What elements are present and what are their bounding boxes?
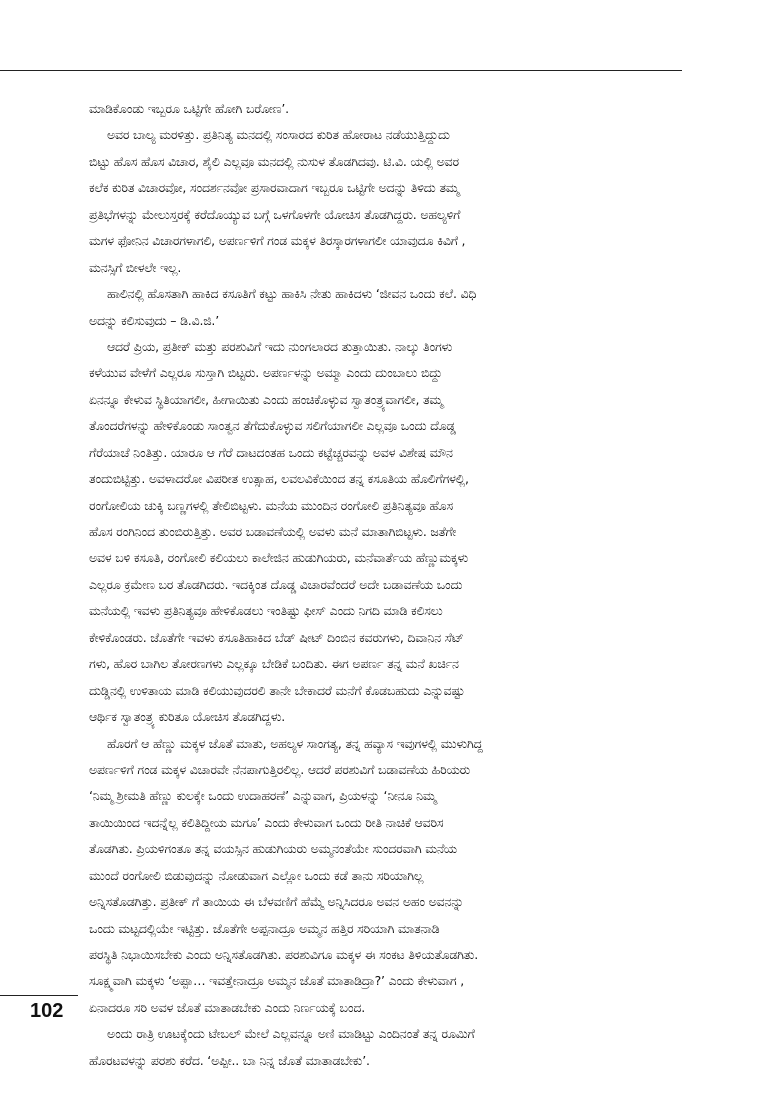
text-line: ಒಂದು ಮಟ್ಟದಲ್ಲಿಯೇ ಇಟ್ಟಿತ್ತು. ಜೊತೆಗೇ ಅಪ್ಪನಾದ್ರೂ ಅಮ್ಮನ ಹತ್ತಿರ ಸರಿಯಾಗಿ ಮಾತನಾಡಿ <box>89 920 440 936</box>
text-line: ರಂಗೋಲಿಯ ಚುಕ್ಕಿ ಬಣ್ಣಗಳಲ್ಲಿ ತೇಲಿಬಿಟ್ಟಳು. ಮನೆಯ ಮುಂದಿನ ರಂಗೋಲಿ ಪ್ರತಿನಿತ್ಯವೂ ಹೊಸ <box>89 497 453 513</box>
text-line: ಅನ್ನಿಸತೊಡಗಿತ್ತು. ಪ್ರತೀಕ್ ಗೆ ತಾಯಿಯ ಈ ಬೆಳವಣಿಗೆ ಹೆಮ್ಮೆ ಅನ್ನಿಸಿದರೂ ಅವನ ಅಹಂ ಅವನನ್ನು <box>89 894 464 910</box>
text-line: ಅಂದು ರಾತ್ರಿ ಊಟಕ್ಕೆಂದು ಟೇಬಲ್ ಮೇಲೆ ಎಲ್ಲವನ್ನೂ ಅಣಿ ಮಾಡಿಟ್ಟು ಎಂದಿನಂತೆ ತನ್ನ ರೂಮಿಗೆ <box>107 1026 475 1042</box>
page-number: 102 <box>30 1000 64 1022</box>
text-line: ಹೊರಗೆ ಆ ಹೆಣ್ಣು ಮಕ್ಕಳ ಜೊತೆ ಮಾತು, ಅಹಲ್ಯಳ ಸಾಂಗತ್ಯ, ತನ್ನ ಹವ್ಯಾಸ ಇವುಗಳಲ್ಲಿ ಮುಳುಗಿದ್ದ <box>107 735 483 751</box>
text-line: ಹೊಸ ರಂಗಿನಿಂದ ತುಂಬಿರುತ್ತಿತ್ತು. ಅವರ ಬಡಾವಣೆಯಲ್ಲಿ ಅವಳು ಮನೆ ಮಾತಾಗಿಬಿಟ್ಟಳು. ಜತೆಗೇ <box>89 524 457 539</box>
body-text <box>89 96 681 1074</box>
text-line: ಅದನ್ನು ಕಲಿಸುವುದು – ಡಿ.ವಿ.ಜಿ.’ <box>89 312 219 328</box>
text-line: ಅವರ ಬಾಲ್ಯ ಮರಳಿತ್ತು. ಪ್ರತಿನಿತ್ಯ ಮನದಲ್ಲಿ ಸಂಸಾರದ ಕುರಿತ ಹೋರಾಟ ನಡೆಯುತ್ತಿದ್ದುದು <box>107 127 450 143</box>
text-line: ಮಾಡಿಕೊಂಡು ಇಬ್ಬರೂ ಒಟ್ಟಿಗೇ ಹೋಗಿ ಬರೋಣ’. <box>89 101 289 116</box>
footer-rule <box>0 995 78 996</box>
text-line: ಮುಂದೆ ರಂಗೋಲಿ ಬಿಡುವುದನ್ನು ನೋಡುವಾಗ ಎಲ್ಲೋ ಒಂದು ಕಡೆ ತಾನು ಸರಿಯಾಗಿಲ್ಲ <box>89 867 424 883</box>
text-line: ಆರ್ಥಿಕ ಸ್ವಾತಂತ್ರ್ಯ ಕುರಿತೂ ಯೋಚಿಸ ತೊಡಗಿದ್ದಳು. <box>89 709 286 725</box>
text-line: ಮನೆಯಲ್ಲಿ ಇವಳು ಪ್ರತಿನಿತ್ಯವೂ ಹೇಳಿಕೊಡಲು ಇಂತಿಷ್ಟು ಫೀಸ್ ಎಂದು ನಿಗದಿ ಮಾಡಿ ಕಲಿಸಲು <box>89 603 443 619</box>
text-line: ಗಳು, ಹೊರ ಬಾಗಿಲ ತೋರಣಗಳು ಎಲ್ಲಕ್ಕೂ ಬೇಡಿಕೆ ಬಂದಿತು. ಈಗ ಅಪರ್ಣ ತನ್ನ ಮನೆ ಖರ್ಚಿನ <box>89 656 459 672</box>
text-line: ಪ್ರತಿಭೆಗಳನ್ನು ಮೇಲುಸ್ತರಕ್ಕೆ ಕರೆದೊಯ್ಯುವ ಬಗ್ಗೆ ಒಳಗೊಳಗೇ ಯೋಚಿಸ ತೊಡಗಿದ್ದರು. ಅಹಲ್ಯಳಿಗೆ <box>89 206 461 222</box>
text-line: ಏನನ್ನೂ ಕೇಳುವ ಸ್ಥಿತಿಯಾಗಲೀ, ಹೀಗಾಯಿತು ಎಂದು ಹಂಚಿಕೊಳ್ಳುವ ಸ್ವಾತಂತ್ರ್ಯವಾಗಲೀ, ತಮ್ಮ <box>89 391 443 407</box>
text-line: ಮನಸ್ಸಿಗೆ ಬೀಳಲೇ ಇಲ್ಲ. <box>89 259 182 275</box>
text-line: ತಂದುಬಿಟ್ಟಿತ್ತು. ಅವಳಾದರೋ ವಿಪರೀತ ಉತ್ಸಾಹ, ಲವಲವಿಕೆಯಿಂದ ತನ್ನ ಕಸೂತಿಯ ಹೊಲಿಗೆಗಳಲ್ಲಿ, <box>89 471 469 487</box>
text-line: ಅವಳ ಬಳಿ ಕಸೂತಿ, ರಂಗೋಲಿ ಕಲಿಯಲು ಕಾಲೇಜಿನ ಹುಡುಗಿಯರು, ಮನೆವಾರ್ತೆಯ ಹೆಣ್ಣುಮಕ್ಕಳು <box>89 550 469 566</box>
text-line: ಹೊರಟವಳನ್ನು ಪರಶು ಕರೆದ. ‘ಅಪ್ಪೀ.. ಬಾ ನಿನ್ನ ಜೊತೆ ಮಾತಾಡಬೇಕು’. <box>89 1052 370 1068</box>
text-line: ತೊಡಗಿತು. ಪ್ರಿಯಳಿಗಂತೂ ತನ್ನ ವಯಸ್ಸಿನ ಹುಡುಗಿಯರು ಅಮ್ಮನಂತೆಯೇ ಸುಂದರವಾಗಿ ಮನೆಯ <box>89 841 457 857</box>
text-line: ಮಗಳ ಫೋನಿನ ವಿಚಾರಗಳಾಗಲಿ, ಅಪರ್ಣಳಿಗೆ ಗಂಡ ಮಕ್ಕಳ ತಿರಸ್ಕಾರಗಳಾಗಲೀ ಯಾವುದೂ ಕಿವಿಗೆ , <box>89 233 466 249</box>
text-line: ಕಳೆಯುವ ವೇಳೆಗೆ ಎಲ್ಲರೂ ಸುಸ್ತಾಗಿ ಬಿಟ್ಟರು. ಅಪರ್ಣಳನ್ನು ಅಮ್ಮಾ ಎಂದು ದುಂಬಾಲು ಬಿದ್ದು <box>89 365 443 381</box>
text-line: ತೊಂದರೆಗಳನ್ನು ಹೇಳಿಕೊಂಡು ಸಾಂತ್ವನ ತೆಗೆದುಕೊಳ್ಳುವ ಸಲಿಗೆಯಾಗಲೀ ಎಲ್ಲವೂ ಒಂದು ದೊಡ್ಡ <box>89 418 456 434</box>
text-line: ಕೇಳಿಕೊಂಡರು. ಜೊತೆಗೇ ಇವಳು ಕಸೂತಿಹಾಕಿದ ಬೆಡ್ ಷೀಟ್ ದಿಂಬಿನ ಕವರುಗಳು, ದಿವಾನಿನ ಸೆಟ್ <box>89 629 464 645</box>
text-line: ಬಿಟ್ಟು ಹೊಸ ಹೊಸ ವಿಚಾರ, ಶೈಲಿ ಎಲ್ಲವೂ ಮನದಲ್ಲಿ ನುಸುಳ ತೊಡಗಿದವು. ಟಿ.ವಿ. ಯಲ್ಲಿ ಅವರ <box>89 153 459 169</box>
text-line: ಆದರೆ ಪ್ರಿಯ, ಪ್ರತೀಕ್ ಮತ್ತು ಪರಶುವಿಗೆ ಇದು ನುಂಗಲಾರದ ತುತ್ತಾಯಿತು. ನಾಲ್ಕು ತಿಂಗಳು <box>107 338 453 354</box>
text-line: ದುಡ್ಡಿನಲ್ಲಿ ಉಳಿತಾಯ ಮಾಡಿ ಕಲಿಯುವುದರಲಿ ತಾನೇ ಬೇಕಾದರೆ ಮನೆಗೆ ಕೊಡಬಹುದು ಎನ್ನುವಷ್ಟು <box>89 682 465 698</box>
text-line: ಕಲೆಕ ಕುರಿತ ವಿಚಾರವೋ, ಸಂದರ್ಶನವೋ ಪ್ರಸಾರವಾದಾಗ ಇಬ್ಬರೂ ಒಟ್ಟಿಗೇ ಅದನ್ನು ತಿಳಿದು ತಮ್ಮ <box>89 180 460 196</box>
text-line: ಅಪರ್ಣಳಿಗೆ ಗಂಡ ಮಕ್ಕಳ ವಿಚಾರವೇ ನೆನಪಾಗುತ್ತಿರಲಿಲ್ಲ. ಆದರೆ ಪರಶುವಿಗೆ ಬಡಾವಣೆಯ ಹಿರಿಯರು <box>89 761 471 777</box>
text-line: ಏನಾದರೂ ಸರಿ ಅವಳ ಜೊತೆ ಮಾತಾಡಬೇಕು ಎಂದು ನಿರ್ಣಯಕ್ಕೆ ಬಂದ. <box>89 999 365 1015</box>
text-line: ಸೂಕ್ಷ್ಮವಾಗಿ ಮಕ್ಕಳು ‘ಅಪ್ಪಾ… ಇವತ್ತೇನಾದ್ರೂ ಅಮ್ಮನ ಜೊತೆ ಮಾತಾಡಿದ್ರಾ?’ ಎಂದು ಕೇಳುವಾಗ , <box>89 973 465 989</box>
text-line: ಗೆರೆಯಾಚೆ ನಿಂತಿತ್ತು. ಯಾರೂ ಆ ಗೆರೆ ದಾಟದಂತಹ ಒಂದು ಕಟ್ಟೆಚ್ಚರವನ್ನು ಅವಳ ವಿಶೇಷ ಮೌನ <box>89 444 453 460</box>
text-line: ಎಲ್ಲರೂ ಕ್ರಮೇಣ ಬರ ತೊಡಗಿದರು. ಇದಕ್ಕಿಂತ ದೊಡ್ಡ ವಿಚಾರವೆಂದರೆ ಅದೇ ಬಡಾವಣೆಯ ಒಂದು <box>89 576 463 592</box>
text-line: ‘ನಿಮ್ಮ ಶ್ರೀಮತಿ ಹೆಣ್ಣು ಕುಲಕ್ಕೇ ಒಂದು ಉದಾಹರಣೆ’ ಎನ್ನುವಾಗ, ಪ್ರಿಯಳನ್ನು ‘ನೀನೂ ನಿಮ್ಮ <box>89 788 437 804</box>
header-rule <box>0 70 682 71</box>
text-line: ಹಾಲಿನಲ್ಲಿ ಹೊಸತಾಗಿ ಹಾಕಿದ ಕಸೂತಿಗೆ ಕಟ್ಟು ಹಾಕಿಸಿ ನೇತು ಹಾಕಿದಳು ‘ಜೀವನ ಒಂದು ಕಲೆ. ವಿಧಿ <box>107 286 477 302</box>
text-line: ಪರಸ್ಥಿತಿ ನಿಭಾಯಿಸಬೇಕು ಎಂದು ಅನ್ನಿಸತೊಡಗಿತು. ಪರಶುವಿಗೂ ಮಕ್ಕಳ ಈ ಸಂಕಟ ತಿಳಿಯತೊಡಗಿತು. <box>89 947 478 962</box>
text-line: ತಾಯಿಯಿಂದ ಇದನ್ನೆಲ್ಲ ಕಲಿತಿದ್ದೀಯ ಮಗೂ’ ಎಂದು ಕೇಳುವಾಗ ಒಂದು ರೀತಿ ನಾಚಿಕೆ ಆವರಿಸ <box>89 814 444 830</box>
